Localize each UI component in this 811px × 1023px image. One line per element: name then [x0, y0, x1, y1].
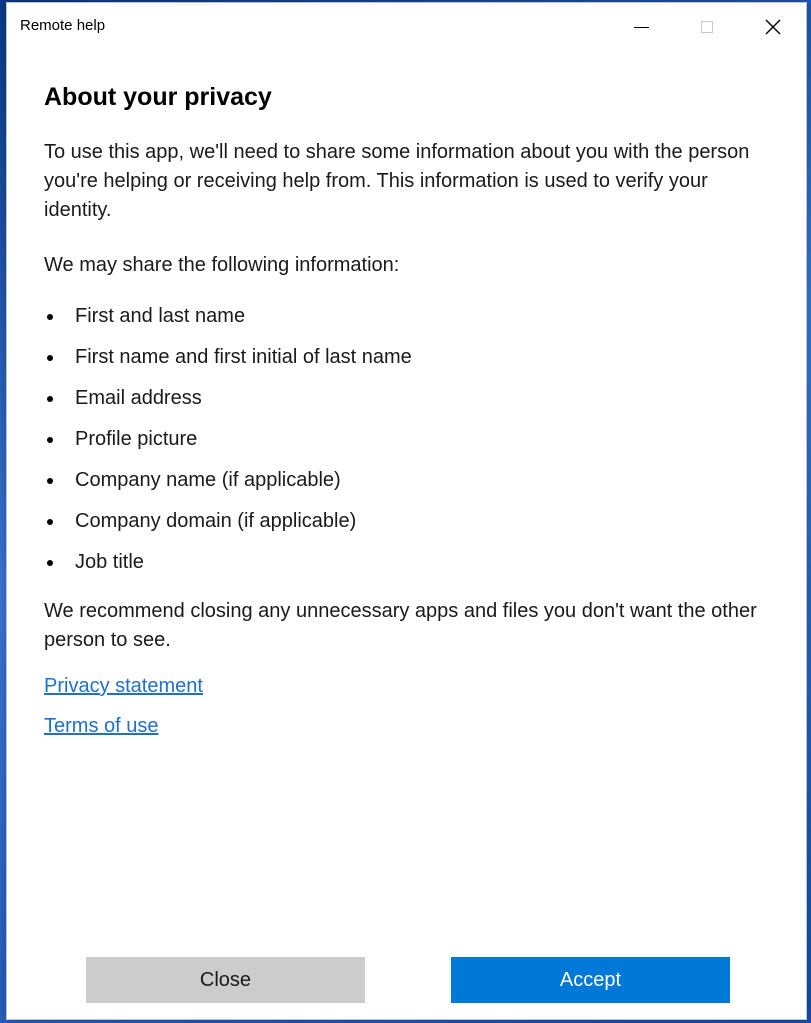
- close-window-button[interactable]: [740, 3, 806, 51]
- bullet-icon: [47, 560, 53, 566]
- title-bar[interactable]: [7, 3, 806, 51]
- minimize-icon: [634, 27, 649, 28]
- terms-of-use-link[interactable]: Terms of use: [44, 715, 159, 737]
- list-item-label: Email address: [75, 387, 202, 409]
- list-item: [44, 343, 774, 372]
- terms-link-row: [44, 715, 774, 755]
- list-intro-text: We may share the following information:: [44, 254, 400, 276]
- list-item-label: First name and first initial of last name: [75, 346, 412, 368]
- list-item: [44, 548, 774, 577]
- close-icon: [765, 19, 781, 35]
- bullet-icon: [47, 396, 53, 402]
- remote-help-window: [6, 2, 807, 1020]
- list-item: [44, 425, 774, 454]
- privacy-link-row: [44, 675, 774, 715]
- list-item: [44, 384, 774, 413]
- window-title: Remote help: [20, 17, 106, 34]
- privacy-statement-link[interactable]: Privacy statement: [44, 675, 203, 697]
- list-item-label: Job title: [75, 551, 144, 573]
- bullet-icon: [47, 519, 53, 525]
- bullet-icon: [47, 478, 53, 484]
- list-item: [44, 466, 774, 495]
- list-item: [44, 302, 774, 331]
- list-item-label: First and last name: [75, 305, 246, 327]
- bullet-icon: [47, 314, 53, 320]
- bullet-icon: [47, 437, 53, 443]
- maximize-icon: [701, 21, 713, 33]
- list-item-label: Profile picture: [75, 428, 198, 450]
- maximize-button: [674, 3, 740, 51]
- list-item: [44, 507, 774, 536]
- close-button[interactable]: Close: [86, 957, 365, 1003]
- recommendation-text: We recommend closing any unnecessary apps and files you don't want the other person to see.: [44, 600, 757, 651]
- intro-text: To use this app, we'll need to share some information about you with the person you're helping or receiving help from. This information is used to verify your identity.: [44, 141, 750, 221]
- bullet-icon: [47, 355, 53, 361]
- list-item-label: Company domain (if applicable): [75, 510, 357, 532]
- privacy-content: [44, 83, 774, 755]
- page-title: About your privacy: [44, 83, 272, 111]
- minimize-button[interactable]: [608, 3, 674, 51]
- accept-button[interactable]: Accept: [451, 957, 730, 1003]
- shared-info-list: [44, 302, 774, 577]
- list-item-label: Company name (if applicable): [75, 469, 341, 491]
